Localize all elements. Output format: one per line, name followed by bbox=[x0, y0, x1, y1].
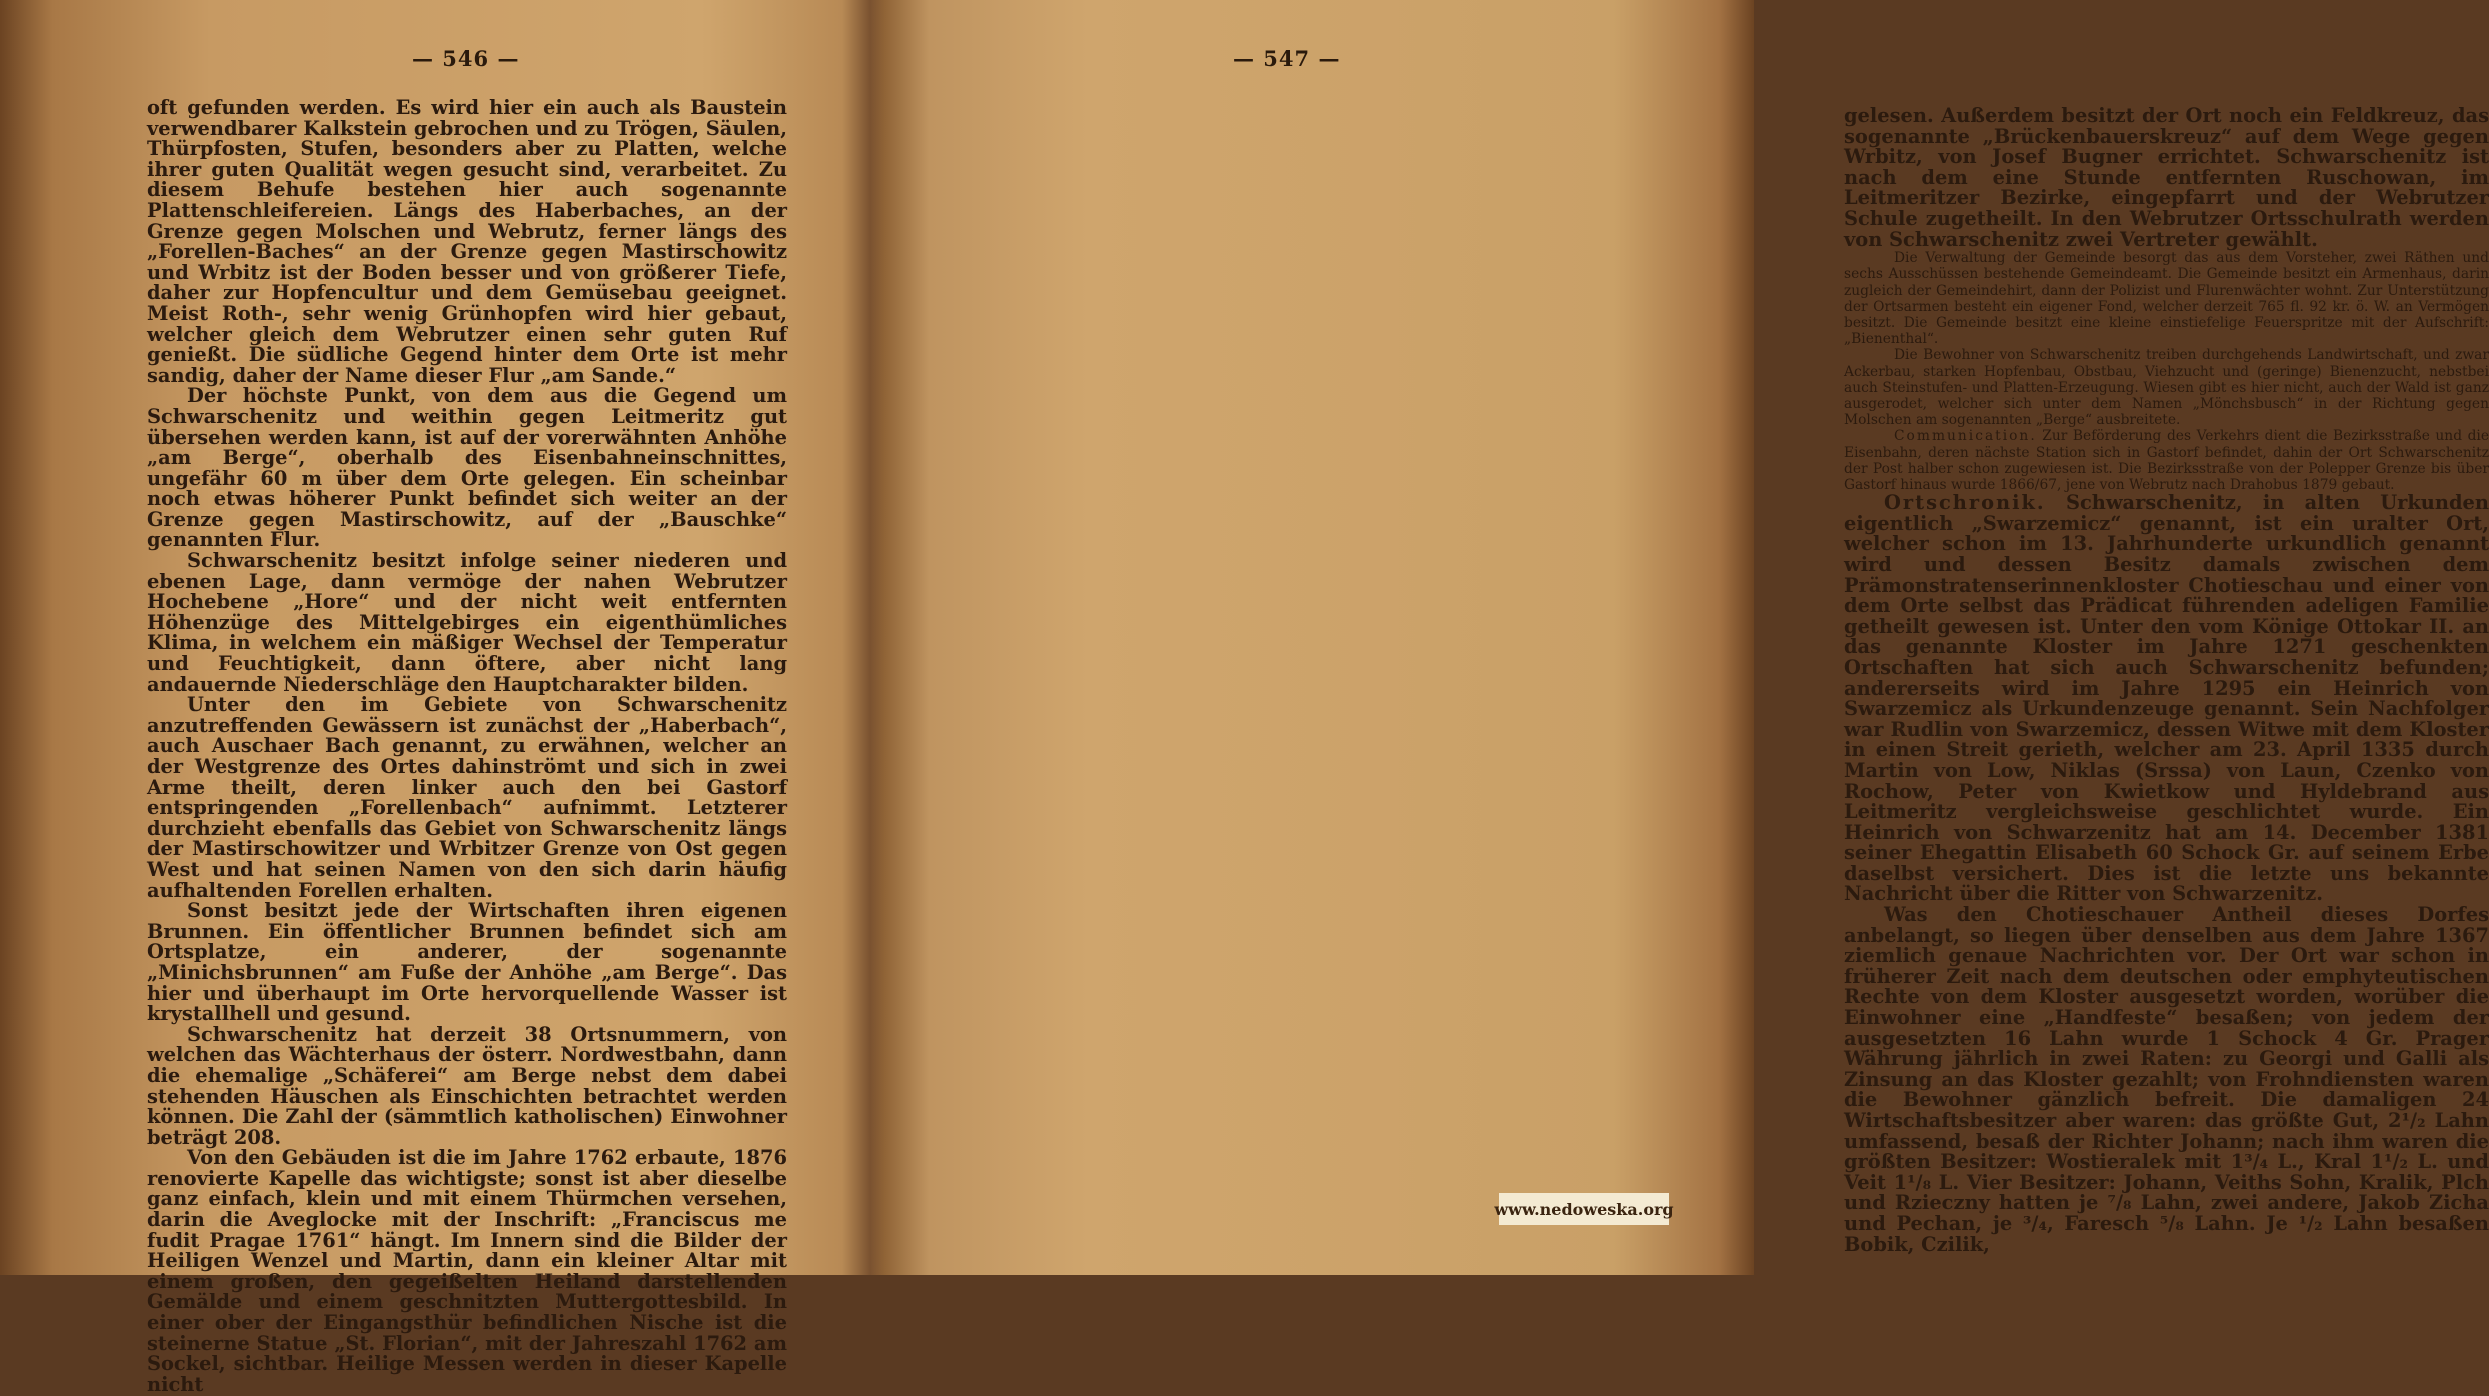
chronicle-text: Schwarschenitz, in alten Urkunden eigentlich „Swarzemicz“ genannt, ist ein uralter Ort, welcher schon im 13. Jahrhunderte urkundlich genannt wird und dessen Besitz damals zwischen dem Prämonstratenserinnenkloster Chotieschau und einer von dem Orte selbst das Prädicat führenden adeligen Familie getheilt gewesen ist. Unter den vom Könige Ottokar II. an das genannte Kloster im Jahre 1271 geschenkten Ortschaften hat sich auch Schwarschenitz befunden; andererseits wird im Jahre 1295 ein Heinrich von Swarzemicz als Urkundenzeuge genannt. Sein Nachfolger war Rudlin von Swarzemicz, dessen Witwe mit dem Kloster in einen Streit gerieth, welcher am 23. April 1335 durch Martin von Low, Niklas (Srssa) von Laun, Czenko von Rochow, Peter von Kwietkow und Hyldebrand aus Leitmeritz vergleichsweise geschlichtet wurde. Ein Heinrich von Schwarzenitz hat am 14. December 1381 seiner Ehegattin Elisabeth 60 Schock Gr. auf seinem Erbe daselbst versichert. Dies ist die letzte uns bekannte Nachricht über die Ritter von Schwarzenitz. bbox=[1844, 491, 2489, 906]
left-paragraph-1: oft gefunden werden. Es wird hier ein auch als Baustein verwendbarer Kalkstein gebrochen und zu Trögen, Säulen, Thürpfosten, Stufen, besonders aber zu Platten, welche ihrer guten Qualität wegen gesucht sind, verarbeitet. Zu diesem Behufe bestehen hier auch sogenannte Plattenschleifereien. Längs des Haberbaches, an der Grenze gegen Molschen und Webrutz, ferner längs des „Forellen-Baches“ an der Grenze gegen Mastirschowitz und Wrbitz ist der Boden besser und von größerer Tiefe, daher zur Hopfencultur und dem Gemüsebau geeignet. Meist Roth-, sehr wenig Grünhopfen wird hier gebaut, welcher gleich dem Webrutzer einen sehr guten Ruf genießt. Die südliche Gegend hinter dem Orte ist mehr sandig, daher der Name dieser Flur „am Sande.“ bbox=[147, 96, 787, 387]
left-paragraph-2: Der höchste Punkt, von dem aus die Gegend um Schwarschenitz und weithin gegen Leitmeritz gut übersehen werden kann, ist auf der vorerwähnten Anhöhe „am Berge“, oberhalb des Eisenbahneinschnittes, ungefähr 60 m über dem Orte gelegen. Ein scheinbar noch etwas höherer Punkt befindet sich weiter an der Grenze gegen Mastirschowitz, auf der „Bauschke“ genannten Flur. bbox=[147, 384, 787, 552]
left-paragraph-4: Unter den im Gebiete von Schwarschenitz anzutreffenden Gewässern ist zunächst der „Haberbach“, auch Auschaer Bach genannt, zu erwähnen, welcher an der Westgrenze des Ortes dahinströmt und sich in zwei Arme theilt, deren linker auch den bei Gastorf entspringenden „Forellenbach“ aufnimmt. Letzterer durchzieht ebenfalls das Gebiet von Schwarschenitz längs der Mastirschowitzer und Wrbitzer Grenze von Ost gegen West und hat seinen Namen von den sich darin häufig aufhaltenden Forellen erhalten. bbox=[147, 693, 787, 902]
left-paragraph-5: Sonst besitzt jede der Wirtschaften ihren eigenen Brunnen. Ein öffentlicher Brunnen befindet sich am Ortsplatze, ein anderer, der sogenannte „Minichsbrunnen“ am Fuße der Anhöhe „am Berge“. Das hier und überhaupt im Orte hervorquellende Wasser ist krystallhell und gesund. bbox=[147, 899, 787, 1026]
chronicle-label: Ortschronik. bbox=[1884, 491, 2046, 515]
page-number-547: — 547 — bbox=[1233, 46, 1341, 71]
closing-paragraph: Was den Chotieschauer Antheil dieses Dorfes anbelangt, so liegen über denselben aus dem Jahre 1367 ziemlich genaue Nachrichten vor. Der Ort war schon in früherer Zeit nach dem deutschen oder emphyteutischen Rechte von dem Kloster ausgesetzt worden, worüber die Einwohner eine „Handfeste“ besaßen; von jedem der ausgesetzten 16 Lahn wurde 1 Schock 4 Gr. Prager Währung jährlich in zwei Raten: zu Georgi und Galli als Zinsung an das Kloster gezahlt; von Frohndiensten waren die Bewohner gänzlich befreit. Die damaligen 24 Wirtschaftsbesitzer aber waren: das größte Gut, 2¹/₂ Lahn umfassend, besaß der Richter Johann; nach ihm waren die größten Besitzer: Wostieralek mit 1³/₄ L., Kral 1¹/₂ L. und Veit 1¹/₈ L. Vier Besitzer: Johann, Veiths Sohn, Kralik, Plch und Rzieczny hatten je ⁷/₈ Lahn, zwei andere, Jakob Zicha und Pechan, je ³/₄, Faresch ⁵/₈ Lahn. Je ¹/₂ Lahn besaßen Bobik, Czilik, bbox=[1844, 903, 2489, 1256]
chronicle-paragraph bbox=[1844, 493, 2489, 905]
communication-label: Communication. bbox=[1894, 428, 2037, 445]
watermark-label: www.nedoweska.org bbox=[1499, 1193, 1669, 1225]
communication-text: Zur Beförderung des Verkehrs dient die Bezirksstraße und die Eisenbahn, deren nächste Station sich in Gastorf befindet, dahin der Ort Schwarschenitz der Post halber schon zugewiesen ist. Die Bezirksstraße von der Polepper Grenze bis über Gastorf hinaus wurde 1866/67, jene von Webrutz nach Drahobus 1879 gebaut. bbox=[1844, 428, 2489, 493]
right-intro-paragraph: gelesen. Außerdem besitzt der Ort noch ein Feldkreuz, das sogenannte „Brückenbauerskreuz“ auf dem Wege gegen Wrbitz, von Josef Bugner errichtet. Schwarschenitz ist nach dem eine Stunde entfernten Ruschowan, im Leitmeritzer Bezirke, eingepfarrt und der Webrutzer Schule zugetheilt. In den Webrutzer Ortsschulrath werden von Schwarschenitz zwei Vertreter gewählt. bbox=[1844, 104, 2489, 251]
communication-paragraph bbox=[1844, 428, 2489, 493]
page-number-546: — 546 — bbox=[412, 46, 520, 71]
left-page bbox=[0, 0, 872, 1396]
small-print-section bbox=[1844, 250, 2489, 493]
right-page bbox=[882, 0, 2489, 1275]
left-paragraph-7: Von den Gebäuden ist die im Jahre 1762 erbaute, 1876 renovierte Kapelle das wichtigste; sonst ist aber dieselbe ganz einfach, klein und mit einem Thürmchen versehen, darin die Aveglocke mit der Inschrift: „Franciscus me fudit Pragae 1761“ hängt. Im Innern sind die Bilder der Heiligen Wenzel und Martin, dann ein kleiner Altar mit einem großen, den gegeißelten Heiland darstellenden Gemälde und einem geschnitzten Muttergottesbild. In einer ober der Eingangsthür befindlichen Nische ist die steinerne Statue „St. Florian“, mit der Jahreszahl 1762 am Sockel, sichtbar. Heilige Messen werden in dieser Kapelle nicht bbox=[147, 1146, 787, 1396]
occupation-paragraph: Die Bewohner von Schwarschenitz treiben durchgehends Landwirtschaft, und zwar Ackerbau, starken Hopfenbau, Obstbau, Viehzucht und (geringe) Bienenzucht, nebstbei auch Steinstufen- und Platten-Erzeugung. Wiesen gibt es hier nicht, auch der Wald ist ganz ausgerodet, welcher sich unter dem Namen „Mönchsbusch“ in der Richtung gegen Molschen am sogenannten „Berge“ ausbreitete. bbox=[1844, 347, 2489, 429]
left-page-text bbox=[147, 98, 787, 1395]
right-page-text bbox=[1844, 106, 2489, 1255]
left-paragraph-3: Schwarschenitz besitzt infolge seiner niederen und ebenen Lage, dann vermöge der nahen Webrutzer Hochebene „Hore“ und der nicht weit entfernten Höhenzüge des Mittelgebirges ein eigenthümliches Klima, in welchem ein mäßiger Wechsel der Temperatur und Feuchtigkeit, dann öftere, aber nicht lang andauernde Niederschläge den Hauptcharakter bilden. bbox=[147, 549, 787, 696]
administration-paragraph: Die Verwaltung der Gemeinde besorgt das aus dem Vorsteher, zwei Räthen und sechs Ausschüssen bestehende Gemeindeamt. Die Gemeinde besitzt ein Armenhaus, darin zugleich der Gemeindehirt, dann der Polizist und Flurenwächter wohnt. Zur Unterstützung der Ortsarmen besteht ein eigener Fond, welcher derzeit 765 fl. 92 kr. ö. W. an Vermögen besitzt. Die Gemeinde besitzt eine kleine einstiefelige Feuerspritze mit der Aufschrift: „Bienenthal“. bbox=[1844, 250, 2489, 348]
left-paragraph-6: Schwarschenitz hat derzeit 38 Ortsnummern, von welchen das Wächterhaus der österr. Nordwestbahn, dann die ehemalige „Schäferei“ am Berge nebst dem dabei stehenden Häuschen als Einschichten betrachtet werden können. Die Zahl der (sämmtlich katholischen) Einwohner beträgt 208. bbox=[147, 1022, 787, 1149]
